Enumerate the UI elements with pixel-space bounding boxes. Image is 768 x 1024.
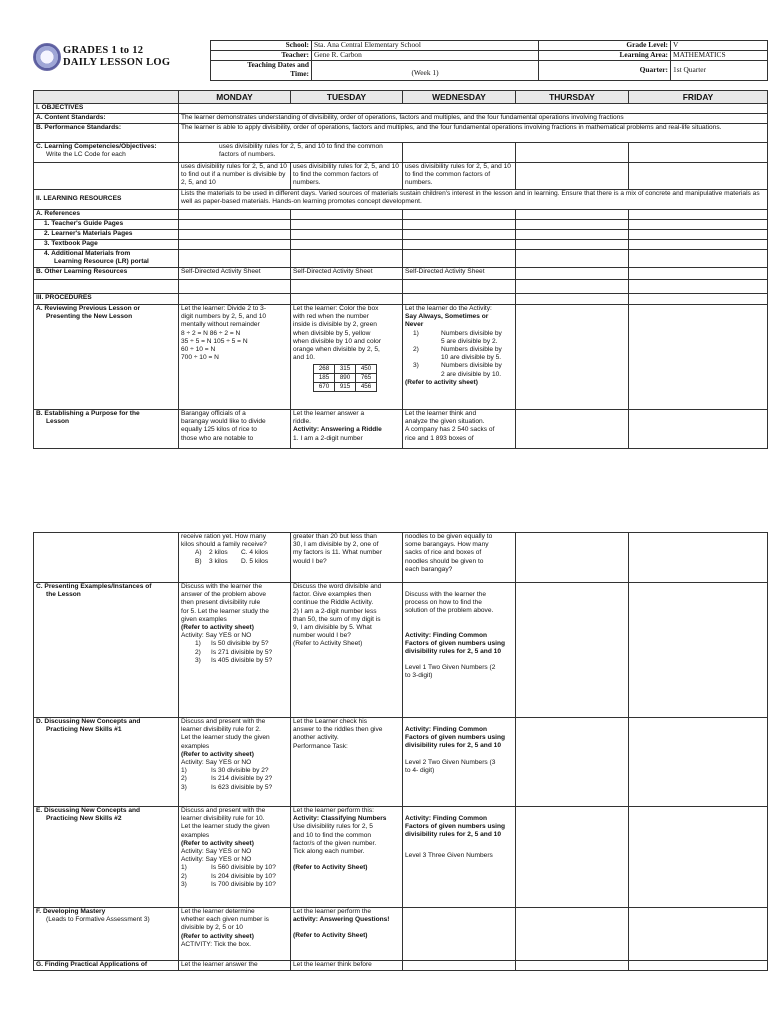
e-wed-activity-text: Activity: Finding Common bbox=[405, 815, 488, 822]
a-tue-line: when divisible by 10 and color bbox=[293, 337, 381, 345]
procedure-e-row bbox=[34, 807, 768, 908]
school-label: School: bbox=[211, 41, 312, 51]
grid-cell: 765 bbox=[356, 374, 377, 383]
choice-text: 3 kilos bbox=[209, 557, 228, 565]
procedure-d-label bbox=[34, 718, 179, 807]
learning-competencies-sub: Write the LC Code for each bbox=[46, 151, 126, 159]
e-mon-line: examples bbox=[181, 831, 210, 839]
d-tue-line: another activity. bbox=[293, 734, 339, 742]
school-value: Sta. Ana Central Elementary School bbox=[312, 41, 539, 51]
d-mon-reference: (Refer to activity sheet) bbox=[181, 750, 254, 758]
yes-no-item bbox=[181, 767, 288, 775]
cont-mon-line: kilos should a family receive? bbox=[181, 541, 267, 549]
item-number: 1) bbox=[181, 767, 187, 775]
a-tue-line: with red when the number bbox=[293, 313, 369, 321]
grid-cell: 456 bbox=[356, 383, 377, 392]
teaching-dates-label: Teaching Dates and Time: bbox=[211, 61, 312, 81]
procedure-e-wednesday bbox=[403, 807, 516, 908]
cont-wed-line: sacks of rice and boxes of bbox=[405, 549, 482, 557]
performance-standards-label: B. Performance Standards: bbox=[34, 124, 179, 143]
other-resources-label: B. Other Learning Resources bbox=[34, 268, 179, 280]
item-number: 2) bbox=[413, 346, 419, 354]
item-text: Is 50 divisible by 5? bbox=[211, 640, 269, 648]
cont-wed-line: noodles should be given to bbox=[405, 557, 484, 565]
procedure-d-label-line1: D. Discussing New Concepts and bbox=[36, 718, 141, 725]
d-mon-activity: Activity: Say YES or NO bbox=[181, 759, 252, 767]
e-mon-activity: Activity: Say YES or NO bbox=[181, 856, 252, 864]
choice-text: D. 5 kilos bbox=[241, 557, 269, 565]
item-text: 10 are divisible by 5. bbox=[441, 354, 502, 362]
item-text: Is 214 divisible by 2? bbox=[211, 775, 273, 783]
deped-seal-logo bbox=[33, 43, 61, 71]
c-tue-line: (Refer to Activity Sheet) bbox=[293, 640, 363, 648]
c-wed-line: Discuss with the learner the bbox=[405, 591, 486, 598]
a-tue-line: orange when divisible by 2, 5, bbox=[293, 346, 380, 354]
e-wed-level: Level 3 Three Given Numbers bbox=[405, 851, 493, 859]
yes-no-item bbox=[181, 881, 288, 889]
header-info-table bbox=[210, 40, 768, 81]
continuation-monday bbox=[179, 533, 291, 583]
cont-tue-line: 30, I am divisible by 2, one of bbox=[293, 541, 379, 549]
teacher-label: Teacher: bbox=[211, 51, 312, 61]
procedure-b-wednesday bbox=[403, 410, 516, 449]
yes-no-item bbox=[181, 775, 288, 783]
form-title-line1: GRADES 1 to 12 bbox=[63, 45, 144, 56]
d-wed-activity-text: Factors of given numbers using bbox=[405, 734, 506, 742]
e-mon-line: learner divisibility rule for 10. bbox=[181, 815, 265, 823]
b-mon-line: barangay would like to divide bbox=[181, 418, 266, 426]
item-text: Is 623 divisible by 5? bbox=[211, 783, 273, 791]
cont-mon-line: receive ration yet. How many bbox=[181, 533, 267, 540]
procedures-heading: III. PROCEDURES bbox=[34, 294, 179, 305]
e-mon-line: Discuss and present with the bbox=[181, 807, 266, 814]
procedure-e-label-line1: E. Discussing New Concepts and bbox=[36, 807, 141, 814]
f-mon-line: whether each given number is bbox=[181, 916, 269, 924]
item-text: Is 560 divisible by 10? bbox=[211, 864, 276, 872]
item-number: 3) bbox=[195, 656, 201, 664]
procedure-f-label-line1: F. Developing Mastery bbox=[36, 908, 106, 915]
a-wed-item bbox=[405, 330, 513, 346]
procedure-a-label bbox=[34, 305, 179, 410]
a-wed-intro-bold: Say Always, Sometimes or bbox=[405, 313, 489, 321]
b-tue-line: Let the learner answer a bbox=[293, 410, 365, 417]
d-tue-line: Let the Learner check his bbox=[293, 718, 368, 725]
competency-wednesday: uses divisibility rules for 2, 5, and 10 to find the common factors of numbers. bbox=[403, 163, 516, 190]
performance-standards-text: The learner is able to apply divisibility, order of operations, factors and multiples, and the four fundamental operations involving fractions in mathematical problems and real-life situations. bbox=[179, 124, 768, 143]
a-mon-line: mentally without remainder bbox=[181, 321, 260, 329]
procedure-d-monday bbox=[179, 718, 291, 807]
item-text: Is 405 divisible by 5? bbox=[211, 656, 273, 664]
procedure-g-monday: Let the learner answer the bbox=[179, 961, 291, 971]
d-mon-line: learner divisibility rule for 2. bbox=[181, 726, 261, 734]
a-wed-item bbox=[405, 346, 513, 362]
c-mon-line: Discuss with the learner the bbox=[181, 583, 262, 590]
quarter-value: 1st Quarter bbox=[671, 61, 768, 81]
item-number: 3) bbox=[413, 362, 419, 370]
a-tue-line: Let the learner: Color the box bbox=[293, 305, 379, 312]
procedure-f-tuesday bbox=[291, 908, 403, 961]
c-tue-line: factor. Give examples then bbox=[293, 591, 372, 599]
procedure-f-label-line2: (Leads to Formative Assessment 3) bbox=[46, 916, 150, 924]
procedure-a-row bbox=[34, 305, 768, 410]
lesson-log-table-page1 bbox=[33, 90, 768, 449]
d-wed-activity-text: Activity: Finding Common bbox=[405, 726, 488, 733]
procedure-a-wednesday bbox=[403, 305, 516, 410]
procedure-b-tuesday bbox=[291, 410, 403, 449]
additional-materials-label bbox=[34, 250, 179, 268]
procedure-f-row bbox=[34, 908, 768, 961]
procedure-d-label-line2: Practicing New Skills #1 bbox=[46, 726, 122, 734]
c-mon-line: for 5. Let the learner study the bbox=[181, 607, 269, 615]
procedure-d-row bbox=[34, 718, 768, 807]
procedure-c-label-line2: the Lesson bbox=[46, 591, 81, 599]
form-title bbox=[63, 45, 170, 69]
grade-level-value: V bbox=[671, 41, 768, 51]
yes-no-item bbox=[181, 657, 288, 665]
item-number: 2) bbox=[195, 648, 201, 656]
a-tue-line: inside is divisible by 2, green bbox=[293, 321, 377, 329]
e-wed-activity-text: divisibility rules for 2, 5 and 10 bbox=[405, 831, 502, 839]
e-tue-line: Use divisibility rules for 2, 5 bbox=[293, 823, 373, 831]
e-wed-activity-text: Factors of given numbers using bbox=[405, 823, 506, 831]
c-wed-activity-text: Factors of given numbers using bbox=[405, 639, 506, 647]
choice-row bbox=[181, 549, 288, 557]
c-tue-line: number would I be? bbox=[293, 632, 351, 640]
e-tue-activity: Activity: Classifying Numbers bbox=[293, 815, 387, 823]
other-resources-wednesday: Self-Directed Activity Sheet bbox=[403, 268, 516, 280]
teaching-dates-value: (Week 1) bbox=[312, 61, 539, 81]
c-wed-level: to 3-digit) bbox=[405, 672, 433, 680]
c-wed-activity bbox=[405, 632, 513, 640]
learning-area-label: Learning Area: bbox=[539, 51, 671, 61]
procedure-a-label-line2: Presenting the New Lesson bbox=[46, 313, 133, 321]
b-wed-line: A company has 2 540 sacks of bbox=[405, 426, 495, 434]
item-text: Numbers divisible by bbox=[441, 329, 502, 337]
b-wed-line: Let the learner think and bbox=[405, 410, 477, 417]
b-wed-line: rice and 1 893 boxes of bbox=[405, 434, 474, 442]
d-mon-line: examples bbox=[181, 742, 210, 750]
learning-area-value: MATHEMATICS bbox=[671, 51, 768, 61]
day-friday: FRIDAY bbox=[629, 91, 768, 104]
day-header-row bbox=[34, 91, 768, 104]
procedure-c-tuesday bbox=[291, 583, 403, 718]
c-tue-line: continue the Riddle Activity. bbox=[293, 599, 374, 607]
lesson-log-table-page2 bbox=[33, 532, 768, 971]
procedure-e-monday bbox=[179, 807, 291, 908]
day-thursday: THURSDAY bbox=[516, 91, 629, 104]
e-tue-reference: (Refer to Activity Sheet) bbox=[293, 864, 368, 872]
c-tue-line: 2) I am a 2-digit number less bbox=[293, 607, 377, 615]
item-number: 2) bbox=[181, 872, 187, 880]
a-mon-line: 60 ÷ 10 = N bbox=[181, 346, 216, 354]
item-text: 5 are divisible by 2. bbox=[441, 337, 498, 345]
e-mon-reference: (Refer to activity sheet) bbox=[181, 839, 254, 847]
quarter-label: Quarter: bbox=[539, 61, 671, 81]
procedure-g-tuesday: Let the learner think before bbox=[291, 961, 403, 971]
procedure-f-label bbox=[34, 908, 179, 961]
c-mon-activity: Activity: Say YES or NO bbox=[181, 632, 252, 640]
grid-cell: 670 bbox=[314, 383, 335, 392]
procedure-d-wednesday bbox=[403, 718, 516, 807]
day-tuesday: TUESDAY bbox=[291, 91, 403, 104]
procedure-e-label-line2: Practicing New Skills #2 bbox=[46, 815, 122, 823]
teachers-guide-label: 1. Teacher's Guide Pages bbox=[34, 220, 179, 230]
a-mon-line: Let the learner: Divide 2 to 3- bbox=[181, 305, 267, 312]
item-text: Numbers divisible by bbox=[441, 346, 502, 354]
procedure-b-label-line1: B. Establishing a Purpose for the bbox=[36, 410, 140, 417]
grid-cell: 268 bbox=[314, 365, 335, 374]
continuation-wednesday bbox=[403, 533, 516, 583]
other-resources-tuesday: Self-Directed Activity Sheet bbox=[291, 268, 403, 280]
procedure-f-monday bbox=[179, 908, 291, 961]
c-wed-activity-text: divisibility rules for 2, 5 and 10 bbox=[405, 648, 502, 656]
c-wed-line: process on how to find the bbox=[405, 599, 482, 607]
procedure-b-label bbox=[34, 410, 179, 449]
d-wed-level: to 4- digit) bbox=[405, 766, 435, 774]
a-wed-intro: Let the learner do the Activity: bbox=[405, 305, 492, 312]
b-tue-activity: Activity: Answering a Riddle bbox=[293, 426, 382, 434]
textbook-page-label: 3. Textbook Page bbox=[34, 240, 179, 250]
grid-cell: 450 bbox=[356, 365, 377, 374]
item-text: Is 30 divisible by 2? bbox=[211, 767, 269, 775]
procedure-c-row bbox=[34, 583, 768, 718]
f-mon-line: Let the learner determine bbox=[181, 908, 255, 915]
item-number: 2) bbox=[181, 775, 187, 783]
a-tue-line: when divisible by 5, yellow bbox=[293, 329, 371, 337]
grid-cell: 890 bbox=[335, 374, 356, 383]
d-mon-line: Discuss and present with the bbox=[181, 718, 266, 725]
cont-tue-line: greater than 20 but less than bbox=[293, 533, 377, 540]
a-tue-line: and 10. bbox=[293, 354, 315, 362]
learning-competencies-text: uses divisibility rules for 2, 5, and 10 to find the common factors of numbers. bbox=[179, 143, 403, 163]
f-mon-activity: ACTIVITY: Tick the box. bbox=[181, 940, 251, 948]
grid-cell: 915 bbox=[335, 383, 356, 392]
a-mon-line: 700 ÷ 10 = N bbox=[181, 354, 219, 362]
c-wed-line: solution of the problem above. bbox=[405, 607, 494, 615]
continuation-row bbox=[34, 533, 768, 583]
b-wed-line: analyze the given situation. bbox=[405, 418, 485, 426]
competency-tuesday: uses divisibility rules for 2, 5, and 10 to find the common factors of numbers. bbox=[291, 163, 403, 190]
procedure-g-row bbox=[34, 961, 768, 971]
item-number: 3) bbox=[181, 783, 187, 791]
yes-no-item bbox=[181, 649, 288, 657]
d-wed-level: Level 2 Two Given Numbers (3 bbox=[405, 758, 496, 766]
item-text: Is 204 divisible by 10? bbox=[211, 872, 276, 880]
item-text: 2 are divisible by 10. bbox=[441, 370, 502, 378]
grid-cell: 315 bbox=[335, 365, 356, 374]
yes-no-item bbox=[181, 873, 288, 881]
choice-letter: A) bbox=[195, 549, 202, 557]
procedure-c-wednesday bbox=[403, 583, 516, 718]
grade-level-label: Grade Level: bbox=[539, 41, 671, 51]
learning-resources-heading: II. LEARNING RESOURCES bbox=[34, 190, 179, 210]
c-tue-line: Discuss the word divisible and bbox=[293, 583, 382, 590]
a-mon-line: 35 ÷ 5 = N 105 ÷ 5 = N bbox=[181, 337, 248, 345]
learning-competencies-label bbox=[34, 143, 179, 163]
competency-monday: uses divisibility rules for 2, 5, and 10 to find out if a number is divisible by 2, 5, and 10 bbox=[179, 163, 291, 190]
d-mon-line: Let the learner study the given bbox=[181, 734, 270, 742]
b-tue-line: 1. I am a 2-digit number bbox=[293, 434, 363, 442]
procedure-c-label-line1: C. Presenting Examples/Instances of bbox=[36, 583, 152, 590]
learning-competencies-title: C. Learning Competencies/Objectives: bbox=[36, 143, 157, 150]
f-mon-line: divisible by 2, 5 or 10 bbox=[181, 924, 243, 932]
b-tue-line: riddle. bbox=[293, 418, 311, 426]
procedure-a-monday bbox=[179, 305, 291, 410]
grid-cell: 185 bbox=[314, 374, 335, 383]
d-tue-line: Performance Task: bbox=[293, 742, 348, 750]
c-mon-line: given examples bbox=[181, 615, 227, 623]
a-wed-intro-bold: Never bbox=[405, 321, 424, 329]
procedure-b-label-line2: Lesson bbox=[46, 418, 70, 426]
item-text: Numbers divisible by bbox=[441, 362, 502, 370]
procedure-c-label bbox=[34, 583, 179, 718]
cont-tue-line: my factors is 11. What number bbox=[293, 549, 382, 557]
item-number: 1) bbox=[413, 329, 419, 337]
procedure-b-row bbox=[34, 410, 768, 449]
e-tue-intro: Let the learner perform this: bbox=[293, 807, 374, 814]
cont-wed-line: noodles to be given equally to bbox=[405, 533, 493, 540]
yes-no-item bbox=[181, 784, 288, 792]
procedure-a-tuesday bbox=[291, 305, 403, 410]
f-mon-reference: (Refer to activity sheet) bbox=[181, 932, 254, 940]
f-tue-line: activity: Answering Questions! bbox=[293, 916, 390, 924]
c-mon-line: then present divisibility rule bbox=[181, 599, 261, 607]
e-tue-line: and 10 to find the common bbox=[293, 831, 372, 839]
cont-tue-line: would I be? bbox=[293, 557, 327, 565]
yes-no-item bbox=[181, 864, 288, 872]
choice-letter: B) bbox=[195, 557, 202, 565]
e-tue-line: factor/s of the given number. bbox=[293, 839, 377, 847]
procedure-a-label-line1: A. Reviewing Previous Lesson or bbox=[36, 305, 141, 312]
item-text: Is 700 divisible by 10? bbox=[211, 880, 276, 888]
e-tue-line: Tick along each number. bbox=[293, 848, 365, 856]
b-mon-line: Barangay officials of a bbox=[181, 410, 246, 417]
e-mon-activity: Activity: Say YES or NO bbox=[181, 848, 252, 856]
day-wednesday: WEDNESDAY bbox=[403, 91, 516, 104]
yes-no-item bbox=[181, 640, 288, 648]
day-monday: MONDAY bbox=[179, 91, 291, 104]
references-label: A. References bbox=[34, 210, 179, 220]
c-tue-line: than 50, the sum of my digit is bbox=[293, 615, 381, 623]
teacher-value: Gene R. Carbon bbox=[312, 51, 539, 61]
choice-text: 2 kilos bbox=[209, 549, 228, 557]
content-standards-text: The learner demonstrates understanding of divisibility, order of operations, factors and multiples, and the four fundamental operations involving fractions bbox=[179, 114, 768, 124]
choice-row bbox=[181, 558, 288, 566]
procedure-e-tuesday bbox=[291, 807, 403, 908]
continuation-tuesday bbox=[291, 533, 403, 583]
form-title-line2: DAILY LESSON LOG bbox=[63, 57, 171, 68]
learning-resources-note: Lists the materials to be used in different days. Varied sources of materials sustain children's interest in the lesson and in learning. Ensure that there is a mix of concrete and manipulative materials as well as paper-based materials. Hands-on learning promotes concept development. bbox=[179, 190, 768, 210]
additional-materials-line2: Learning Resource (LR) portal bbox=[54, 258, 149, 266]
e-mon-line: Let the learner study the given bbox=[181, 823, 270, 831]
learners-materials-label: 2. Learner's Materials Pages bbox=[34, 230, 179, 240]
f-tue-reference: (Refer to Activity Sheet) bbox=[293, 932, 368, 940]
c-wed-level: Level 1 Two Given Numbers (2 bbox=[405, 664, 496, 672]
additional-materials-line1: 4. Additional Materials from bbox=[44, 250, 131, 257]
b-mon-line: equally 125 kilos of rice to bbox=[181, 426, 257, 434]
color-box-grid bbox=[313, 364, 377, 392]
a-mon-line: 8 ÷ 2 = N 86 ÷ 2 = N bbox=[181, 329, 241, 337]
item-number: 3) bbox=[181, 880, 187, 888]
f-tue-line: Let the learner perform the bbox=[293, 908, 372, 915]
other-resources-monday: Self-Directed Activity Sheet bbox=[179, 268, 291, 280]
cont-wed-line: some barangays. How many bbox=[405, 541, 489, 549]
procedure-g-label: G. Finding Practical Applications of bbox=[34, 961, 179, 971]
procedure-e-label bbox=[34, 807, 179, 908]
a-wed-reference: (Refer to activity sheet) bbox=[405, 378, 478, 386]
procedure-b-monday bbox=[179, 410, 291, 449]
choice-text: C. 4 kilos bbox=[241, 549, 269, 557]
procedure-d-tuesday bbox=[291, 718, 403, 807]
c-mon-reference: (Refer to activity sheet) bbox=[181, 624, 254, 632]
a-wed-item bbox=[405, 362, 513, 378]
procedure-c-monday bbox=[179, 583, 291, 718]
cont-wed-line: each barangay? bbox=[405, 565, 453, 573]
d-tue-line: answer to the riddles then give bbox=[293, 726, 383, 734]
c-wed-activity-text: Activity: Finding Common bbox=[405, 631, 488, 639]
item-number: 1) bbox=[181, 864, 187, 872]
a-mon-line: digit numbers by 2, 5, and 10 bbox=[181, 313, 267, 321]
c-mon-line: answer of the problem above bbox=[181, 591, 267, 599]
d-wed-activity-text: divisibility rules for 2, 5 and 10 bbox=[405, 742, 502, 750]
content-standards-label: A. Content Standards: bbox=[34, 114, 179, 124]
item-text: Is 271 divisible by 5? bbox=[211, 648, 273, 656]
b-mon-line: those who are notable to bbox=[181, 434, 254, 442]
item-number: 1) bbox=[195, 640, 201, 648]
c-tue-line: 9, I am divisible by 5. What bbox=[293, 624, 372, 632]
objectives-heading: I. OBJECTIVES bbox=[34, 104, 179, 114]
